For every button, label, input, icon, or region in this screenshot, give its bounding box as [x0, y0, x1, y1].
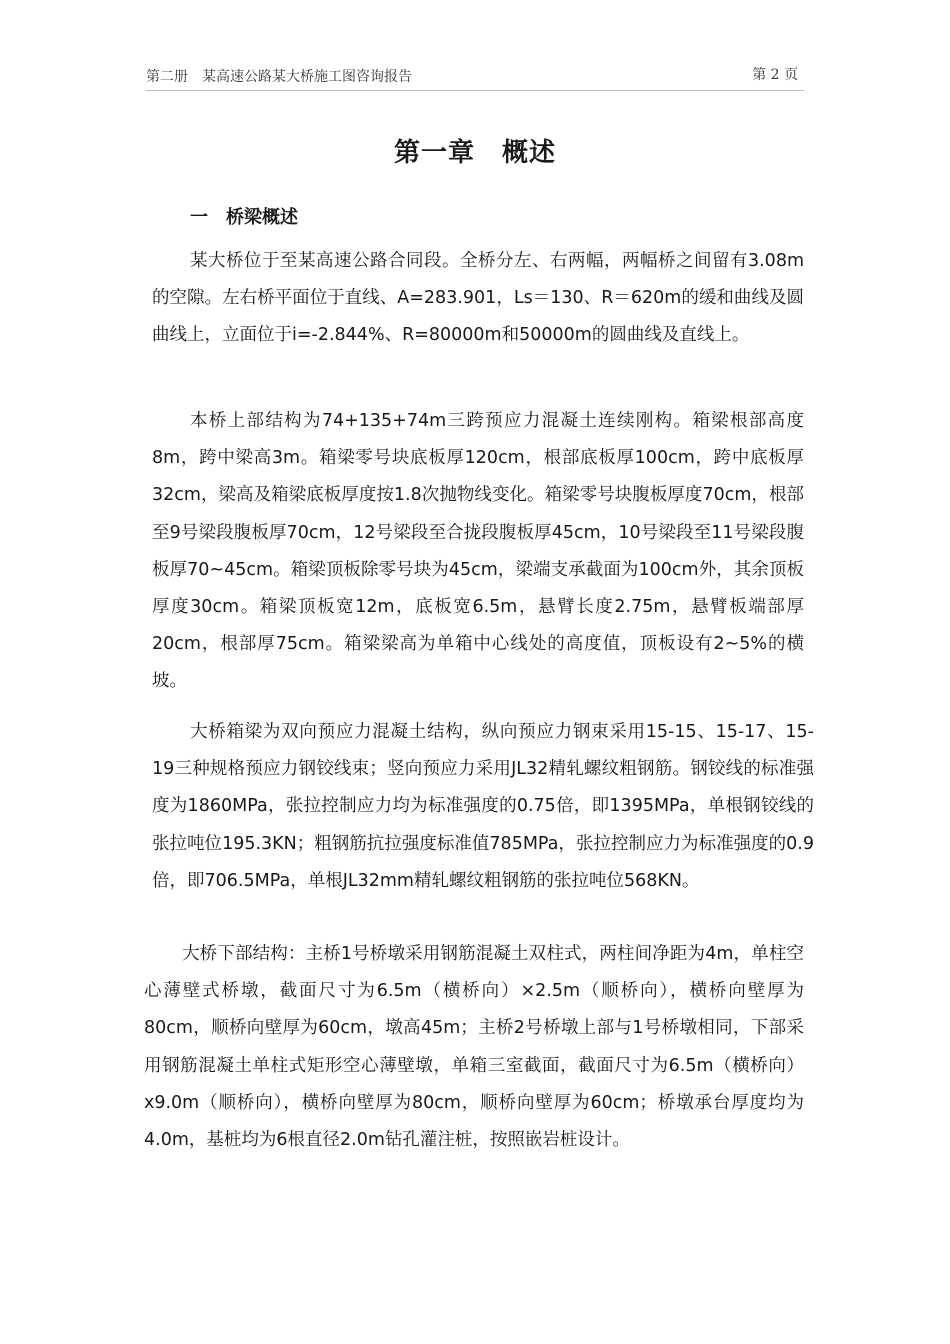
header-book-title: 第二册 某高速公路某大桥施工图咨询报告 — [146, 69, 412, 85]
paragraph-superstructure: 本桥上部结构为74+135+74m三跨预应力混凝土连续刚构。箱梁根部高度8m，跨中梁高3m。箱梁零号块底板厚120cm，根部底板厚100cm，跨中底板厚32cm，梁高及箱梁底板厚度按1.8次抛物线变化。箱梁零号块腹板厚度70cm，根部至9号梁段腹板厚70cm，12号梁段至合拢段腹板厚45cm，10号梁段至11号梁段腹板厚70~45cm。箱梁顶板除零号块为45cm，梁端支承截面为100cm外，其余顶板厚度30cm。箱梁顶板宽12m，底板宽6.5m，悬臂长度2.75m，悬臂板端部厚20cm，根部厚75cm。箱梁梁高为单箱中心线处的高度值，顶板设有2~5%的横坡。 — [152, 411, 804, 692]
paragraph-prestress: 大桥箱梁为双向预应力混凝土结构，纵向预应力钢束采用15-15、15-17、15-19三种规格预应力钢铰线束；竖向预应力采用JL32精轧螺纹粗钢筋。钢铰线的标准强度为1860MPa，张拉控制应力均为标准强度的0.75倍，即1395MPa，单根钢铰线的张拉吨位195.3KN；粗钢筋抗拉强度标准值785MPa，张拉控制应力为标准强度的0.9倍，即706.5MPa，单根JL32mm精轧螺纹粗钢筋的张拉吨位568KN。 — [152, 722, 814, 891]
header-page-number: 第 2 页 — [752, 67, 798, 83]
paragraph-bridge-location: 某大桥位于至某高速公路合同段。全桥分左、右两幅，两幅桥之间留有3.08m的空隙。左右桥平面位于直线、A=283.901，Ls＝130、R＝620m的缓和曲线及圆曲线上，立面位于i=-2.844%、R=80000m和50000m的圆曲线及直线上。 — [152, 251, 804, 346]
page-header — [146, 64, 804, 91]
paragraph-substructure: 大桥下部结构：主桥1号桥墩采用钢筋混凝土双柱式，两柱间净距为4m，单柱空心薄壁式桥墩，截面尺寸为6.5m（横桥向）×2.5m（顺桥向），横桥向壁厚为80cm，顺桥向壁厚为60cm，墩高45m；主桥2号桥墩上部与1号桥墩相同，下部采用钢筋混凝土单柱式矩形空心薄壁墩，单箱三室截面，截面尺寸为6.5m（横桥向）x9.0m（顺桥向），横桥向壁厚为80cm，顺桥向壁厚为60cm；桥墩承台厚度均为4.0m，基桩均为6根直径2.0m钻孔灌注桩，按照嵌岩桩设计。 — [144, 944, 804, 1151]
section-heading: 一 桥梁概述 — [190, 207, 298, 228]
chapter-title: 第一章 概述 — [393, 138, 556, 168]
